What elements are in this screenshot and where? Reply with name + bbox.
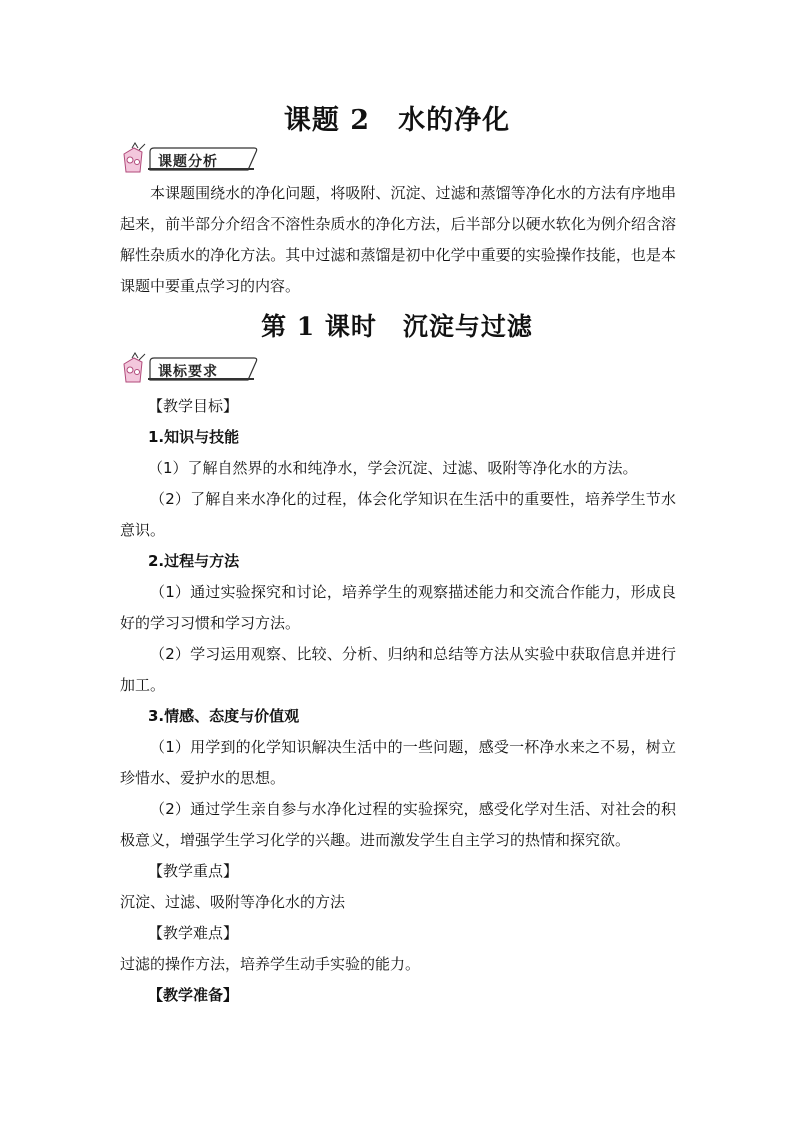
page-title: 课题 2 水的净化: [283, 105, 511, 136]
attitude-values-title: 3.情感、态度与价值观: [148, 707, 300, 725]
preparation-header: 【教学准备】: [148, 986, 239, 1004]
difficulty-header: 【教学难点】: [148, 924, 239, 942]
analysis-paragraph: 本课题围绕水的净化问题，将吸附、沉淀、过滤和蒸馏等净化水的方法有序地串起来，前半部分介绍含不溶性杂质水的净化方法，后半部分以硬水软化为例介绍含溶解性杂质水的净化方法。其中过滤和蒸馏是初中化学中重要的实验操作技能，也是本课题中要重点学习的内容。: [120, 184, 676, 295]
knowledge-skills-title: 1.知识与技能: [148, 428, 240, 446]
goals-header: 【教学目标】: [148, 397, 239, 415]
badge-label: 课题分析: [158, 154, 218, 170]
key-points-text: 沉淀、过滤、吸附等净化水的方法: [120, 893, 346, 911]
difficulty-text: 过滤的操作方法，培养学生动手实验的能力。: [120, 955, 421, 973]
knowledge-item-1: （1）了解自然界的水和纯净水，学会沉淀、过滤、吸附等净化水的方法。: [148, 459, 638, 477]
attitude-item-2: （2）通过学生亲自参与水净化过程的实验探究，感受化学对生活、对社会的积极意义，增强学生学习化学的兴趣。进而激发学生自主学习的热情和探究欲。: [120, 800, 676, 849]
attitude-item-1: （1）用学到的化学知识解决生活中的一些问题，感受一杯净水来之不易，树立珍惜水、爱护水的思想。: [120, 738, 676, 787]
section-badge-analysis: [120, 142, 260, 178]
process-item-2: （2）学习运用观察、比较、分析、归纳和总结等方法从实验中获取信息并进行加工。: [120, 645, 676, 694]
section-badge-standards: [120, 352, 260, 388]
process-item-1: （1）通过实验探究和讨论，培养学生的观察描述能力和交流合作能力，形成良好的学习习惯和学习方法。: [120, 583, 676, 632]
lesson-title: 第 1 课时 沉淀与过滤: [261, 312, 533, 341]
badge-label: 课标要求: [158, 364, 218, 380]
key-points-header: 【教学重点】: [148, 862, 239, 880]
knowledge-item-2: （2）了解自来水净化的过程，体会化学知识在生活中的重要性，培养学生节水意识。: [120, 490, 676, 539]
process-method-title: 2.过程与方法: [148, 552, 240, 570]
